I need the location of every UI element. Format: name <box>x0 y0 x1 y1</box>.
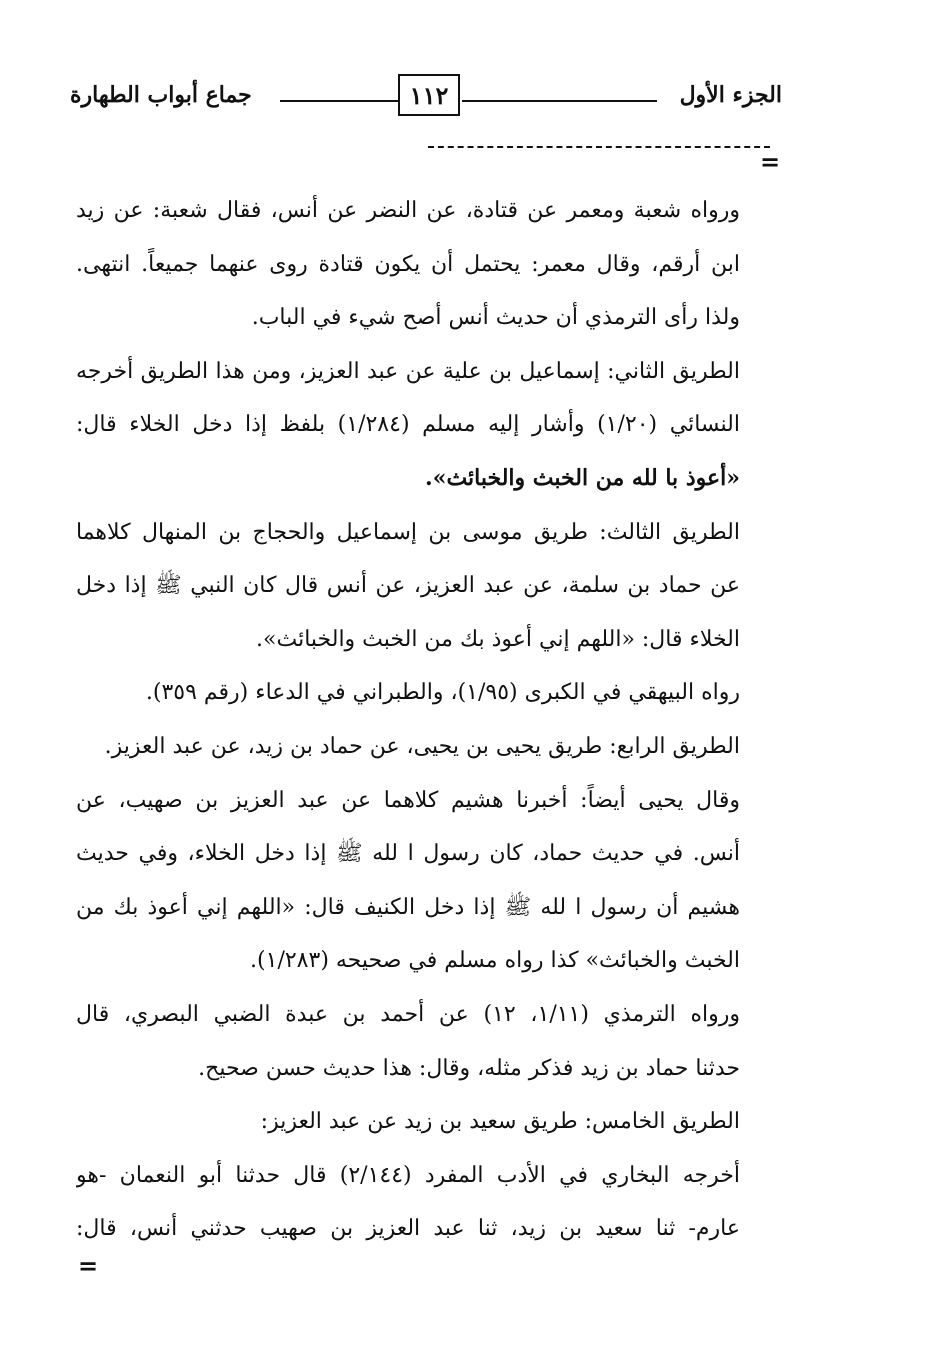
dashed-separator <box>428 146 770 148</box>
text-line: أنس. في حديث حماد، كان رسول ا لله ﷺ إذا دخل الخلاء، وفي حديث <box>76 841 740 867</box>
text-line: الخبث والخبائث» كذا رواه مسلم في صحيحه (١/٢٨٣). <box>250 948 740 974</box>
text-line: ولذا رأى الترمذي أن حديث أنس أصح شيء في الباب. <box>251 305 740 331</box>
text-line: عارم- ثنا سعيد بن زيد، ثنا عبد العزيز بن صهيب حدثني أنس، قال: <box>76 1216 740 1242</box>
page-number: ١١٢ <box>398 74 460 116</box>
text-line: أخرجه البخاري في الأدب المفرد (٢/١٤٤) قال حدثنا أبو النعمان -هو <box>76 1162 740 1188</box>
text-line: النسائي (١/٢٠) وأشار إليه مسلم (١/٢٨٤) بلفظ إذا دخل الخلاء قال: <box>76 412 740 438</box>
text-line: عن حماد بن سلمة، عن عبد العزيز، عن أنس قال كان النبي ﷺ إذا دخل <box>76 573 740 599</box>
text-line: هشيم أن رسول ا لله ﷺ إذا دخل الكنيف قال: «اللهم إني أعوذ بك من <box>76 894 740 920</box>
text-line: الخلاء قال: «اللهم إني أعوذ بك من الخبث والخبائث». <box>256 626 740 652</box>
text-line: ابن أرقم، وقال معمر: يحتمل أن يكون قتادة روى عنهما جميعاً. انتهى. <box>76 251 740 277</box>
text-line: الطريق الثالث: طريق موسى بن إسماعيل والحجاج بن المنهال كلاهما <box>76 519 740 545</box>
text-line: الطريق الرابع: طريق يحيى بن يحيى، عن حماد بن زيد، عن عبد العزيز. <box>104 733 740 759</box>
page-body <box>76 184 740 1256</box>
page-header <box>70 70 782 122</box>
text-line: ورواه شعبة ومعمر عن قتادة، عن النضر عن أنس، فقال شعبة: عن زيد <box>76 198 740 223</box>
text-line: رواه البيهقي في الكبرى (١/٩٥)، والطبراني في الدعاء (رقم ٣٥٩). <box>145 680 740 706</box>
chapter-title: جماع أبواب الطهارة <box>70 82 252 108</box>
quoted-supplication: «أعوذ با لله من الخبث والخبائث». <box>425 464 740 491</box>
text-line: حدثنا حماد بن زيد فذكر مثله، وقال: هذا حديث حسن صحيح. <box>198 1055 740 1081</box>
continuation-mark-top: = <box>760 147 781 176</box>
text-line: وقال يحيى أيضاً: أخبرنا هشيم كلاهما عن عبد العزيز بن صهيب، عن <box>76 787 740 813</box>
text-line: الطريق الخامس: طريق سعيد بن زيد عن عبد العزيز: <box>260 1109 740 1135</box>
header-rule-right <box>462 100 657 102</box>
text-line: الطريق الثاني: إسماعيل بن علية عن عبد العزيز، ومن هذا الطريق أخرجه <box>76 358 740 384</box>
volume-label: الجزء الأول <box>679 82 782 108</box>
text-line: ورواه الترمذي (١/١١، ١٢) عن أحمد بن عبدة الضبي البصري، قال <box>76 1001 740 1027</box>
continuation-mark-bottom: = <box>78 1251 99 1280</box>
header-rule-left <box>280 100 398 102</box>
